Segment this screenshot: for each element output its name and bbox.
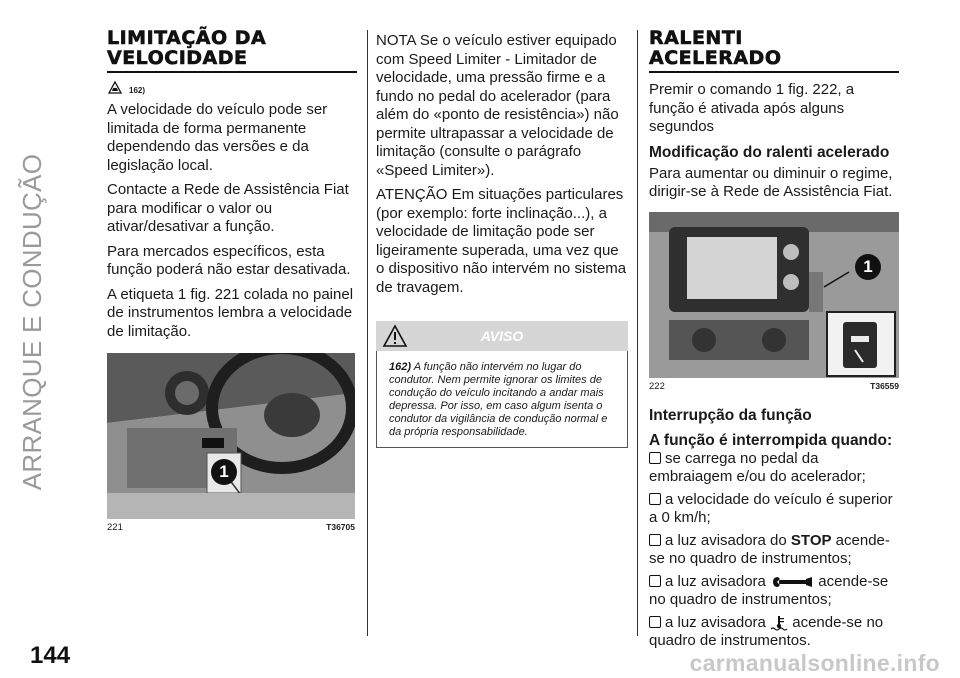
list-item-text: acende-se no quadro de instrumentos. xyxy=(649,613,884,649)
attention-paragraph: ATENÇÃO Em situações particulares (por exemplo: forte inclinação...), a velocidade de limitação pode ser ligeiramente superada, uma vez que o dispositivo não intervém no sistema de travagem. xyxy=(376,186,627,296)
heading-line-1: RALENTI xyxy=(649,27,743,49)
coolant-temperature-icon xyxy=(770,615,788,631)
figure-code: T36559 xyxy=(870,380,899,391)
warning-text: A função não intervém no lugar do condutor. Nem permite ignorar os limites de condução do veículo incitando a andar mais depressa. Por isso, em caso algum isenta o condutor da vigilância de condução normal e da própria responsabilidade. xyxy=(389,361,608,438)
list-item-text: acende-se no quadro de instrumentos; xyxy=(649,572,889,608)
warning-header xyxy=(376,321,628,351)
intro-paragraph: Premir o comando 1 fig. 222, a função é ativada após alguns segundos xyxy=(649,81,855,135)
figure-caption xyxy=(107,522,355,533)
heading-line-2: VELOCIDADE xyxy=(107,47,248,69)
list-item xyxy=(649,450,899,487)
section-title: ARRANQUE E CONDUÇÃO xyxy=(17,153,47,491)
subheading-modification: Modificação do ralenti acelerado xyxy=(649,143,890,161)
console-illustration xyxy=(649,212,899,378)
list-item-text: acende-se no quadro de instrumentos; xyxy=(649,531,890,567)
dashboard-illustration xyxy=(107,353,355,519)
list-item-text: se carrega no pedal da embraiagem e/ou do acelerador; xyxy=(649,449,866,485)
subheading-conditions: A função é interrompida quando: xyxy=(649,431,893,449)
checkbox-bullet-icon xyxy=(649,616,661,628)
list-item xyxy=(649,573,899,610)
warning-ref: 162) xyxy=(389,361,412,373)
paragraph: Contacte a Rede de Assistência Fiat para modificar o valor ou ativar/desativar a função. xyxy=(107,181,349,235)
warning-reference xyxy=(107,77,357,95)
figure-number: 221 xyxy=(107,522,123,533)
heading-rule xyxy=(107,71,357,73)
list-item xyxy=(649,491,899,528)
column-divider-1 xyxy=(367,30,368,636)
list-item-text: a luz avisadora xyxy=(665,572,771,590)
section-heading-speed-limitation xyxy=(107,28,357,68)
column-speed-limitation xyxy=(107,28,357,533)
watermark: carmanualsonline.info xyxy=(689,650,940,676)
list-item-text: a luz avisadora do xyxy=(665,531,791,549)
figure-code: T36705 xyxy=(326,522,355,532)
figure-dashboard-label xyxy=(107,353,355,519)
callout-marker: 1 xyxy=(855,254,881,280)
warning-label: AVISO xyxy=(480,328,524,344)
callout-marker: 1 xyxy=(211,459,237,485)
checkbox-bullet-icon xyxy=(649,534,661,546)
paragraph: Para mercados específicos, esta função poderá não estar desativada. xyxy=(107,242,351,278)
section-heading-fast-idle xyxy=(649,28,899,68)
column-fast-idle xyxy=(649,28,899,655)
stop-label: STOP xyxy=(790,531,832,549)
figure-number: 222 xyxy=(649,380,665,392)
page-number: 144 xyxy=(30,642,71,669)
subheading-interruption: Interrupção da função xyxy=(649,406,812,424)
warning-body xyxy=(376,351,628,448)
section-sidebar-label xyxy=(14,30,54,630)
wrench-icon xyxy=(770,575,814,589)
list-item-text: a velocidade do veículo é superior a 0 km/h; xyxy=(649,490,893,526)
heading-rule xyxy=(649,71,899,73)
list-item-text: a luz avisadora xyxy=(665,613,771,631)
paragraph: A velocidade do veículo pode ser limitada de forma permanente dependendo das versões e da legislação local. xyxy=(107,101,328,174)
checkbox-bullet-icon xyxy=(649,575,661,587)
checkbox-bullet-icon xyxy=(649,493,661,505)
warning-ref-number: 162) xyxy=(129,86,146,95)
hand-warning-icon xyxy=(107,79,123,95)
list-item xyxy=(649,614,899,651)
paragraph: Para aumentar ou diminuir o regime, dirigir-se à Rede de Assistência Fiat. xyxy=(649,164,893,200)
paragraph: A etiqueta 1 fig. 221 colada no painel de instrumentos lembra a velocidade de limitação. xyxy=(107,285,354,340)
figure-caption xyxy=(649,381,899,392)
checkbox-bullet-icon xyxy=(649,452,661,464)
figure-fast-idle-button xyxy=(649,212,899,378)
heading-line-2: ACELERADO xyxy=(649,47,782,69)
list-item xyxy=(649,532,899,569)
heading-line-1: LIMITAÇÃO DA xyxy=(107,27,267,49)
note-paragraph: NOTA Se o veículo estiver equipado com Speed Limiter - Limitador de velocidade, uma pressão firme e a fundo no pedal do acelerador (para além do «ponto de resistência») não permite ultrapassar a velocidade de limitação (consulte o parágrafo «Speed Limiter»). xyxy=(376,32,619,179)
column-notes xyxy=(376,28,628,448)
column-divider-2 xyxy=(637,30,638,636)
